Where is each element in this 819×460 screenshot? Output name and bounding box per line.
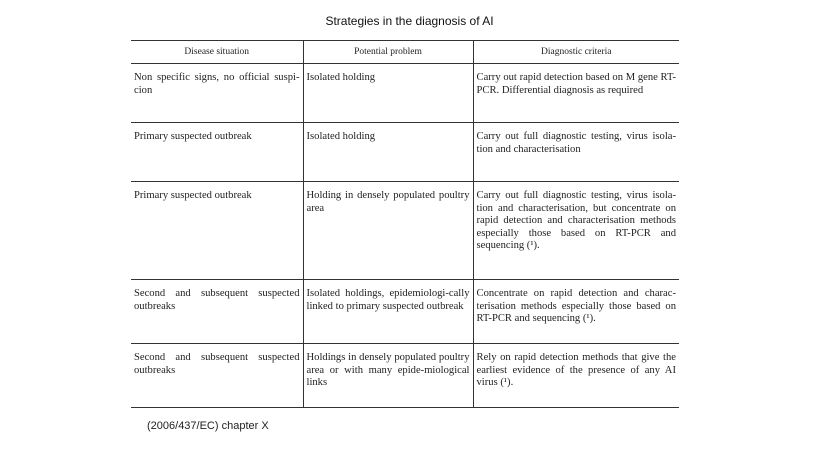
- header-disease-situation: Disease situation: [131, 41, 303, 64]
- disease-situation-cell: Primary suspected outbreak: [131, 123, 303, 182]
- source-reference: (2006/437/EC) chapter X: [147, 420, 269, 432]
- table-row: [131, 182, 679, 280]
- table-row: [131, 344, 679, 408]
- header-potential-problem: Potential problem: [303, 41, 473, 64]
- document-title: Strategies in the diagnosis of AI: [325, 14, 494, 28]
- potential-problem-cell: Isolated holding: [303, 64, 473, 123]
- potential-problem-cell: Isolated holdings, epidemiologi-cally linked to primary suspected outbreak: [303, 280, 473, 344]
- disease-situation-cell: Second and subsequent suspected outbreaks: [131, 280, 303, 344]
- disease-situation-cell: Non specific signs, no official suspi-cion: [131, 64, 303, 123]
- disease-situation-cell: Second and subsequent suspected outbreaks: [131, 344, 303, 408]
- table-row: [131, 64, 679, 123]
- diagnosis-strategy-table: [131, 40, 679, 408]
- header-diagnostic-criteria: Diagnostic criteria: [473, 41, 679, 64]
- table-row: [131, 280, 679, 344]
- table-row: [131, 123, 679, 182]
- diagnostic-criteria-cell: Carry out full diagnostic testing, virus isola-tion and characterisation: [473, 123, 679, 182]
- diagnostic-criteria-cell: Carry out full diagnostic testing, virus isola-tion and characterisation, but concentrate on rapid detection and characterisation methods especially those based on RT-PCR and sequencing (¹).: [473, 182, 679, 280]
- potential-problem-cell: Holdings in densely populated poultry area or with many epide-miological links: [303, 344, 473, 408]
- potential-problem-cell: Holding in densely populated poultry area: [303, 182, 473, 280]
- diagnostic-criteria-cell: Rely on rapid detection methods that give the earliest evidence of the presence of any AI virus (¹).: [473, 344, 679, 408]
- disease-situation-cell: Primary suspected outbreak: [131, 182, 303, 280]
- table-header-row: [131, 41, 679, 64]
- diagnostic-criteria-cell: Carry out rapid detection based on M gene RT-PCR. Differential diagnosis as required: [473, 64, 679, 123]
- diagnostic-criteria-cell: Concentrate on rapid detection and charac-terisation methods especially those based on RT-PCR and sequencing (¹).: [473, 280, 679, 344]
- potential-problem-cell: Isolated holding: [303, 123, 473, 182]
